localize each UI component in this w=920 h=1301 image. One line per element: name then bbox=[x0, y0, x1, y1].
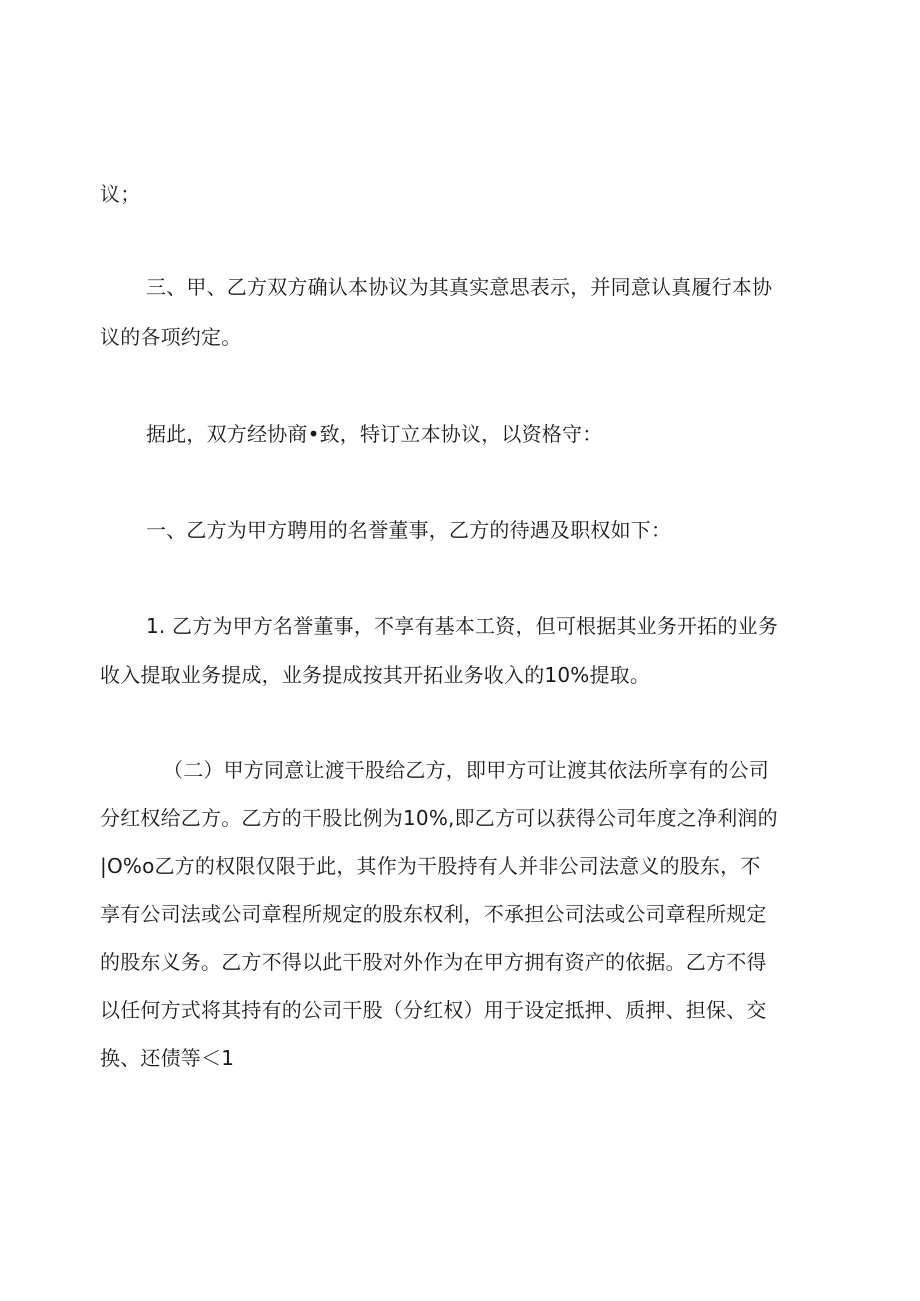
text-line-1: 议； bbox=[100, 182, 141, 206]
preamble-line: 据此，双方经协商•致，特订立本协议，以资格守： bbox=[146, 422, 603, 446]
item-two-line-3: |O%o乙方的权限仅限于此，其作为干股持有人并非公司法意义的股东，不 bbox=[100, 854, 761, 878]
clause-one-heading: 一、乙方为甲方聘用的名誉董事，乙方的待遇及职权如下： bbox=[146, 518, 672, 542]
item-one-line-1: 1. 乙方为甲方名誉董事，不享有基本工资，但可根据其业务开拓的业务 bbox=[146, 614, 779, 638]
item-two-line-4: 享有公司法或公司章程所规定的股东权利，不承担公司法或公司章程所规定 bbox=[100, 902, 767, 926]
clause-three-line-1: 三、甲、乙方双方确认本协议为其真实意思表示，并同意认真履行本协 bbox=[146, 275, 773, 299]
item-two-line-2: 分红权给乙方。乙方的干股比例为10%,即乙方可以获得公司年度之净利润的 bbox=[100, 806, 778, 830]
item-two-line-1: （二）甲方同意让渡干股给乙方，即甲方可让渡其依法所享有的公司 bbox=[163, 758, 769, 782]
item-two-line-6: 以任何方式将其持有的公司干股（分红权）用于设定抵押、质押、担保、交 bbox=[100, 998, 767, 1022]
item-two-line-5: 的股东义务。乙方不得以此干股对外作为在甲方拥有资产的依据。乙方不得 bbox=[100, 950, 767, 974]
item-two-line-7: 换、还债等＜1 bbox=[100, 1046, 235, 1070]
clause-three-line-2: 议的各项约定。 bbox=[100, 325, 242, 349]
item-one-line-2: 收入提取业务提成，业务提成按其开拓业务收入的10%提取。 bbox=[100, 663, 651, 687]
